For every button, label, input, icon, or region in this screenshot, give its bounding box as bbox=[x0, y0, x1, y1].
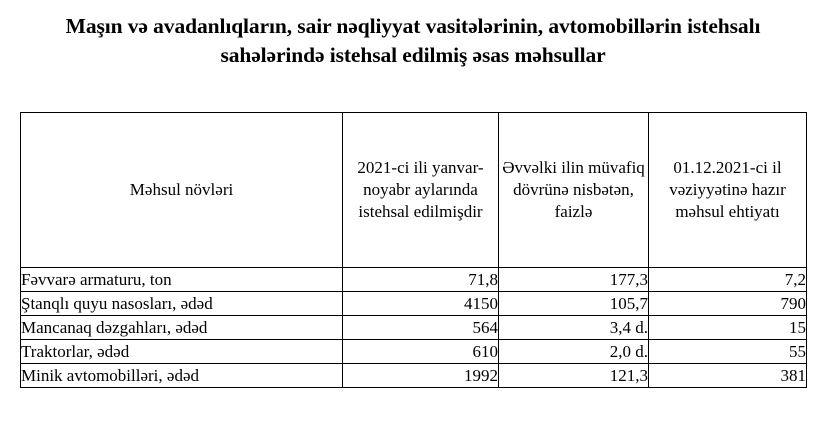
table-body bbox=[21, 268, 807, 388]
cell-percent: 121,3 bbox=[499, 364, 649, 388]
products-table bbox=[20, 112, 807, 388]
cell-produced: 610 bbox=[343, 340, 499, 364]
cell-percent: 3,4 d. bbox=[499, 316, 649, 340]
table-row bbox=[21, 316, 807, 340]
row-label: Ştanqlı quyu nasosları, ədəd bbox=[21, 292, 343, 316]
row-label: Minik avtomobilləri, ədəd bbox=[21, 364, 343, 388]
cell-stock: 381 bbox=[649, 364, 807, 388]
cell-produced: 4150 bbox=[343, 292, 499, 316]
column-header-stock: 01.12.2021-ci il vəziyyətinə hazır məhsul ehtiyatı bbox=[649, 113, 807, 268]
column-header-product-type: Məhsul növləri bbox=[21, 113, 343, 268]
table-row bbox=[21, 340, 807, 364]
column-header-produced: 2021-ci ili yanvar-noyabr aylarında istehsal edilmişdir bbox=[343, 113, 499, 268]
cell-stock: 15 bbox=[649, 316, 807, 340]
table-row bbox=[21, 268, 807, 292]
table-header-row bbox=[21, 113, 807, 268]
cell-percent: 105,7 bbox=[499, 292, 649, 316]
cell-stock: 790 bbox=[649, 292, 807, 316]
products-table-wrapper bbox=[20, 112, 806, 388]
row-label: Traktorlar, ədəd bbox=[21, 340, 343, 364]
table-row bbox=[21, 292, 807, 316]
cell-percent: 177,3 bbox=[499, 268, 649, 292]
table-header bbox=[21, 113, 807, 268]
cell-produced: 71,8 bbox=[343, 268, 499, 292]
column-header-percent: Əvvəlki ilin müvafiq dövrünə nisbətən, faizlə bbox=[499, 113, 649, 268]
row-label: Fəvvarə armaturu, ton bbox=[21, 268, 343, 292]
table-row bbox=[21, 364, 807, 388]
page-title: Maşın və avadanlıqların, sair nəqliyyat vasitələrinin, avtomobillərin istehsalı sahələrində istehsal edilmiş əsas məhsullar bbox=[65, 14, 761, 67]
cell-stock: 7,2 bbox=[649, 268, 807, 292]
cell-produced: 1992 bbox=[343, 364, 499, 388]
cell-stock: 55 bbox=[649, 340, 807, 364]
cell-produced: 564 bbox=[343, 316, 499, 340]
cell-percent: 2,0 d. bbox=[499, 340, 649, 364]
row-label: Mancanaq dəzgahları, ədəd bbox=[21, 316, 343, 340]
